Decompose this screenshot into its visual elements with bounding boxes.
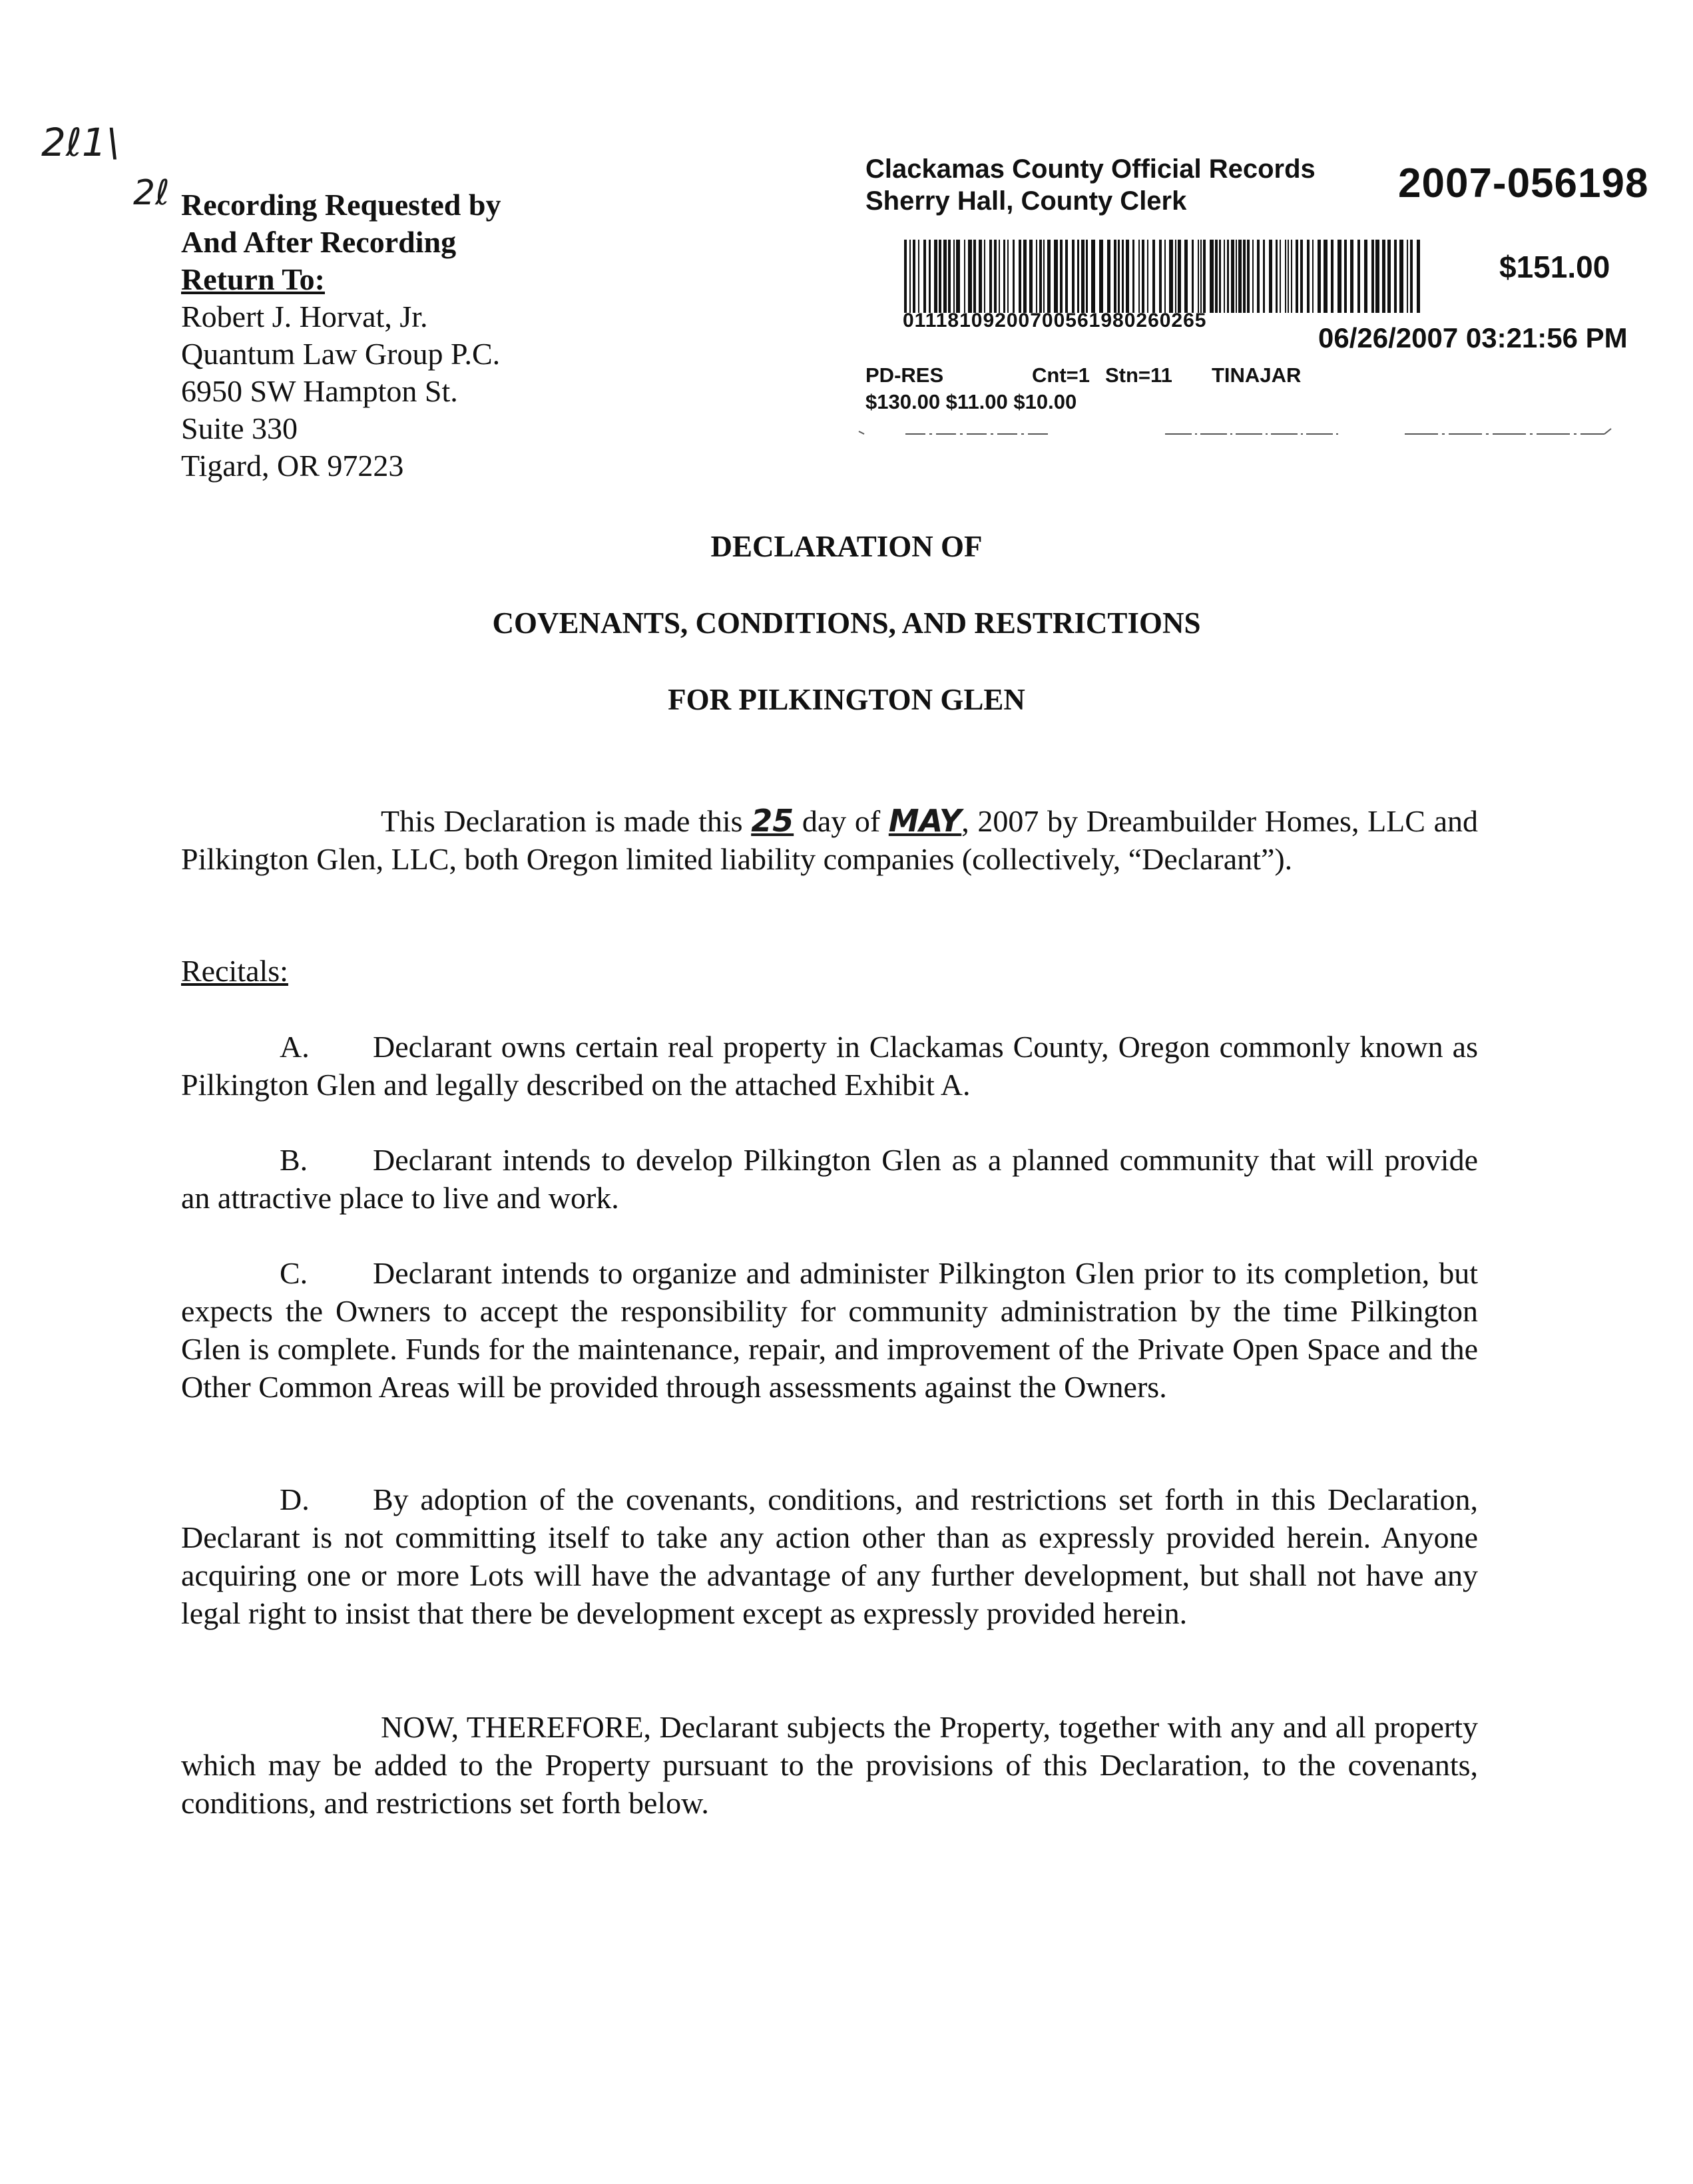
barcode-number: 01118109200700561980260265 xyxy=(903,310,1207,331)
barcode-bar xyxy=(1324,240,1328,313)
stamp-cnt: Cnt=1 xyxy=(1032,363,1090,387)
barcode-bar xyxy=(1198,240,1199,313)
barcode-bar xyxy=(923,240,926,313)
barcode-bar xyxy=(1227,240,1229,313)
intro-suffix: , 2007 by Dreambuilder Homes, LLC and Pilkington Glen, LLC, both Oregon limited liability companies (collectively, “Declarant”). xyxy=(181,804,1478,876)
county-stamp-header xyxy=(865,153,1316,217)
county-clerk: Sherry Hall, County Clerk xyxy=(865,186,1187,216)
recital-label: D. xyxy=(280,1482,310,1516)
recording-name: Robert J. Horvat, Jr. xyxy=(181,300,428,333)
barcode-bar xyxy=(1364,240,1367,313)
recital-b xyxy=(181,1141,1478,1217)
barcode-bar xyxy=(1184,240,1188,313)
barcode-bar xyxy=(1312,240,1314,313)
barcode-bar xyxy=(1276,240,1278,313)
barcode-bar xyxy=(979,240,982,313)
barcode-bar xyxy=(1394,240,1397,313)
stamp-stn: Stn=11 xyxy=(1105,363,1172,387)
barcode-bar xyxy=(1375,240,1379,313)
barcode-bar xyxy=(1300,240,1303,313)
barcode-bar xyxy=(1288,240,1289,313)
barcode-bar xyxy=(953,240,955,313)
barcode-bar xyxy=(1081,240,1085,313)
barcode-bar xyxy=(1107,240,1110,313)
document-number: 2007-056198 xyxy=(1398,160,1649,206)
recording-suite: Suite 330 xyxy=(181,411,298,445)
barcode-bar xyxy=(934,240,937,313)
barcode-bar xyxy=(1344,240,1347,313)
recording-line2: And After Recording xyxy=(181,225,457,259)
barcode-bar xyxy=(1007,240,1009,313)
barcode-bar xyxy=(1285,240,1286,313)
barcode-bar xyxy=(1247,240,1250,313)
stamp-codes xyxy=(865,363,1301,387)
barcode-bar xyxy=(1236,240,1237,313)
barcode-bar xyxy=(1192,240,1194,313)
barcode-bar xyxy=(964,240,965,313)
barcode-bar xyxy=(1215,240,1218,313)
barcode-bar xyxy=(1072,240,1075,313)
barcode-bar xyxy=(1013,240,1015,313)
barcode-bar xyxy=(1142,240,1144,313)
recital-label: B. xyxy=(280,1143,308,1177)
barcode-bar xyxy=(1417,240,1420,313)
recording-line1: Recording Requested by xyxy=(181,188,501,222)
barcode-bar xyxy=(1178,240,1181,313)
barcode-bar xyxy=(1023,240,1027,313)
recital-d xyxy=(181,1480,1478,1632)
intro-prefix: This Declaration is made this xyxy=(381,804,752,838)
barcode-bar xyxy=(1054,240,1058,313)
barcode-bar xyxy=(913,240,915,313)
barcode-bar xyxy=(1296,240,1298,313)
barcode-bar xyxy=(1350,240,1353,313)
barcode-bar xyxy=(1147,240,1148,313)
barcode-bar xyxy=(1132,240,1134,313)
barcode-bar xyxy=(1224,240,1225,313)
barcode-bar xyxy=(1091,240,1095,313)
intro-paragraph xyxy=(181,802,1478,878)
barcode-bar xyxy=(904,240,907,313)
barcode-bar xyxy=(1257,240,1260,313)
intro-month: MAY xyxy=(888,803,962,839)
barcode-bar xyxy=(1231,240,1234,313)
title-line1: DECLARATION OF xyxy=(710,530,983,563)
barcode-bar xyxy=(1280,240,1281,313)
recitals-heading: Recitals: xyxy=(181,954,288,988)
barcode-bar xyxy=(1318,240,1321,313)
barcode-bar xyxy=(956,240,960,313)
barcode-bar xyxy=(1219,240,1221,313)
handwritten-mark-bottom: 2ℓ xyxy=(133,173,170,213)
title-line3: FOR PILKINGTON GLEN xyxy=(668,683,1025,716)
intro-day: 25 xyxy=(751,803,794,839)
recital-c xyxy=(181,1254,1478,1406)
barcode-bar xyxy=(1203,240,1206,313)
closing-paragraph: NOW, THEREFORE, Declarant subjects the Property, together with any and all property which may be added to the Property pursuant to the provisions of this Declaration, to the covenants, conditions, and restrictions set forth below. xyxy=(181,1710,1478,1820)
barcode-bar xyxy=(939,240,941,313)
barcode-bar xyxy=(973,240,976,313)
barcode-bar xyxy=(989,240,992,313)
barcode-bar xyxy=(1252,240,1254,313)
barcode-bar xyxy=(1122,240,1124,313)
barcode-bar xyxy=(1399,240,1403,313)
barcode-bar xyxy=(1357,240,1360,313)
barcode-bar xyxy=(1065,240,1068,313)
barcode-bar xyxy=(1169,240,1173,313)
barcode-bar xyxy=(1039,240,1042,313)
barcode-bar xyxy=(1307,240,1310,313)
barcode-bar xyxy=(1337,240,1341,313)
barcode-bar xyxy=(1175,240,1176,313)
barcode-bar xyxy=(994,240,997,313)
barcode-bar xyxy=(1099,240,1103,313)
barcode-bar xyxy=(1047,240,1051,313)
barcode-bar xyxy=(943,240,947,313)
recording-firm: Quantum Law Group P.C. xyxy=(181,337,501,371)
county-office: Clackamas County Official Records xyxy=(865,154,1316,184)
barcode-bar xyxy=(1152,240,1155,313)
barcode-bar xyxy=(1043,240,1045,313)
barcode-bar xyxy=(984,240,985,313)
barcode-bar xyxy=(1060,240,1063,313)
barcode-bar xyxy=(999,240,1000,313)
barcode-bar xyxy=(1210,240,1214,313)
recital-text: Declarant owns certain real property in Clackamas County, Oregon commonly known as Pilkington Glen and legally described on the attached Exhibit A. xyxy=(181,1030,1478,1102)
barcode-bar xyxy=(1263,240,1265,313)
barcode-bar xyxy=(1269,240,1272,313)
recording-block xyxy=(181,186,647,485)
barcode-bar xyxy=(1243,240,1246,313)
barcode-bar xyxy=(1159,240,1162,313)
barcode-bar xyxy=(1387,240,1391,313)
barcode-bar xyxy=(1238,240,1242,313)
barcode-bar xyxy=(1029,240,1033,313)
barcode-bar xyxy=(1118,240,1120,313)
barcode-bar xyxy=(1200,240,1202,313)
barcode-bar xyxy=(909,240,911,313)
barcode-bar xyxy=(1126,240,1129,313)
barcode-bar xyxy=(1331,240,1333,313)
stamp-clerk-id: TINAJAR xyxy=(1212,363,1302,387)
intro-mid: day of xyxy=(794,804,889,838)
recording-datetime: 06/26/2007 03:21:56 PM xyxy=(1318,322,1628,353)
title-line2: COVENANTS, CONDITIONS, AND RESTRICTIONS xyxy=(492,606,1201,640)
recital-text: By adoption of the covenants, conditions, and restrictions set forth in this Declaration, Declarant is not committing itself to take any action other than as expressly provided herein. Anyone acquiring one or more Lots will have the advantage of any further development, but shall not have any legal right to insist that there be development except as expressly provided herein. xyxy=(181,1482,1478,1630)
recording-city: Tigard, OR 97223 xyxy=(181,449,404,483)
barcode-bar xyxy=(1019,240,1021,313)
barcode-bar xyxy=(1003,240,1005,313)
barcode-bar xyxy=(918,240,919,313)
stamp-code: PD-RES xyxy=(865,363,944,387)
barcode-bar xyxy=(1036,240,1037,313)
barcode-bar xyxy=(1138,240,1140,313)
barcode-bar xyxy=(948,240,951,313)
fee-total: $151.00 xyxy=(1499,250,1610,284)
barcode-bar xyxy=(968,240,972,313)
barcode-bar xyxy=(929,240,931,313)
barcode-bar xyxy=(1410,240,1413,313)
recital-text: Declarant intends to organize and administer Pilkington Glen prior to its completion, but expects the Owners to accept the responsibility for community administration by the time Pilkington Glen is complete. Funds for the maintenance, repair, and improvement of the Private Open Space and the Other Common Areas will be provided through assessments against the Owners. xyxy=(181,1256,1478,1404)
recording-line3: Return To: xyxy=(181,262,325,296)
recital-label: A. xyxy=(280,1030,310,1064)
handwritten-mark-top: 2ℓ1\ xyxy=(41,120,120,165)
barcode-bar xyxy=(1164,240,1166,313)
barcode-bar xyxy=(1086,240,1088,313)
recital-label: C. xyxy=(280,1256,308,1290)
barcode-bar xyxy=(1291,240,1292,313)
barcode-bar xyxy=(1077,240,1079,313)
barcode-bar xyxy=(1407,240,1408,313)
barcode xyxy=(904,240,1423,313)
stamp-fees: $130.00 $11.00 $10.00 xyxy=(865,390,1077,413)
barcode-bar xyxy=(1114,240,1116,313)
stamp-signature-lines xyxy=(852,426,1624,439)
recital-a xyxy=(181,1028,1478,1104)
recital-text: Declarant intends to develop Pilkington Glen as a planned community that will provide an attractive place to live and work. xyxy=(181,1143,1478,1215)
barcode-bar xyxy=(1371,240,1374,313)
recording-street: 6950 SW Hampton St. xyxy=(181,374,458,408)
barcode-bar xyxy=(1382,240,1385,313)
